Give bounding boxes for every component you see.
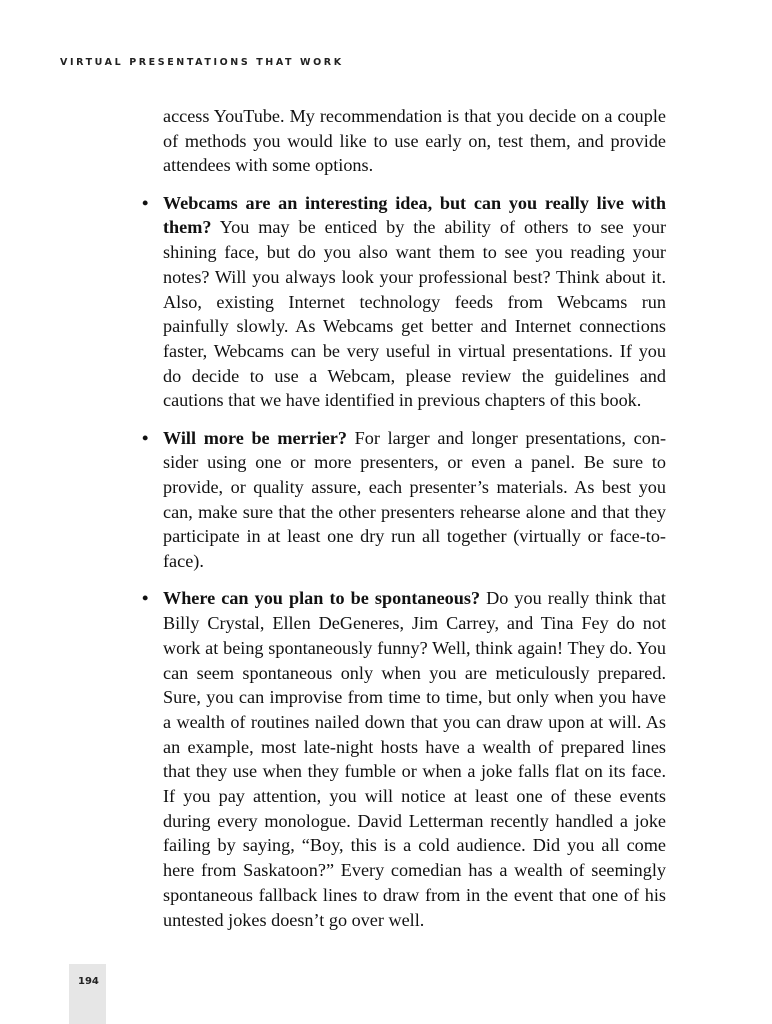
opening-paragraph: access YouTube. My recommendation is that you decide on a couple of methods you would like to use early on, test them, and provide attendees with some options. (163, 106, 666, 176)
bullet-icon: • (142, 588, 149, 609)
bullet-lead: Where can you plan to be spontaneous? (163, 588, 481, 609)
bullet-text: Do you really think that Billy Crystal, Ellen DeGeneres, Jim Carrey, and Tina Fey do not work at being spontaneously funny? Well, think again! They do. You can seem spontaneous only when you are meticulously prepared. Sure, you can improvise from time to time, but only when you have a wealth of routines nailed down that you can draw upon at will. As an example, most late-night hosts have a wealth of prepared lines that they use when they fumble or when a joke falls flat on its face. If you pay attention, you will notice at least one of these events during every monologue. David Letterman recently handled a joke failing by saying, “Boy, this is a cold audience. Did you all come here from Saskatoon?” Every comedian has a wealth of seemingly spontaneous fallback lines to draw from in the event that one of his untested jokes doesn’t go over well. (163, 588, 666, 930)
body-text (142, 104, 666, 932)
running-head: VIRTUAL PRESENTATIONS THAT WORK (60, 57, 344, 68)
bullet-lead: Webcams are an interesting idea, but can you really live with them? (163, 192, 666, 238)
bullet-item-spontaneous (142, 586, 666, 932)
bullet-icon: • (142, 192, 149, 213)
bullet-text: You may be enticed by the ability of others to see your shining face, but do you also want them to see you reading your notes? Will you always look your professional best? Think about it. Also, existing Internet technology feeds from Webcams run painfully slowly. As Webcams get better and Internet connections faster, Webcams can be very useful in virtual presentations. If you do decide to use a Webcam, please review the guidelines and cautions that we have identified in previous chapters of this book. (163, 217, 666, 411)
bullet-lead: Will more be merrier? (163, 427, 347, 448)
page-number: 194 (78, 976, 99, 987)
bullet-icon: • (142, 427, 149, 448)
bullet-item-merrier (142, 426, 666, 574)
bullet-item-webcams (142, 191, 666, 413)
bullet-list (142, 191, 666, 933)
bullet-text: For larger and longer presentations, consider using one or more presenters, or even a panel. Be sure to provide, or quality assure, each presenter’s materials. As best you can, make sure that the other presenters rehearse alone and that they participate in at least one dry run all together (virtually or face-to-face). (163, 427, 666, 572)
page-number-tab (69, 964, 106, 1024)
